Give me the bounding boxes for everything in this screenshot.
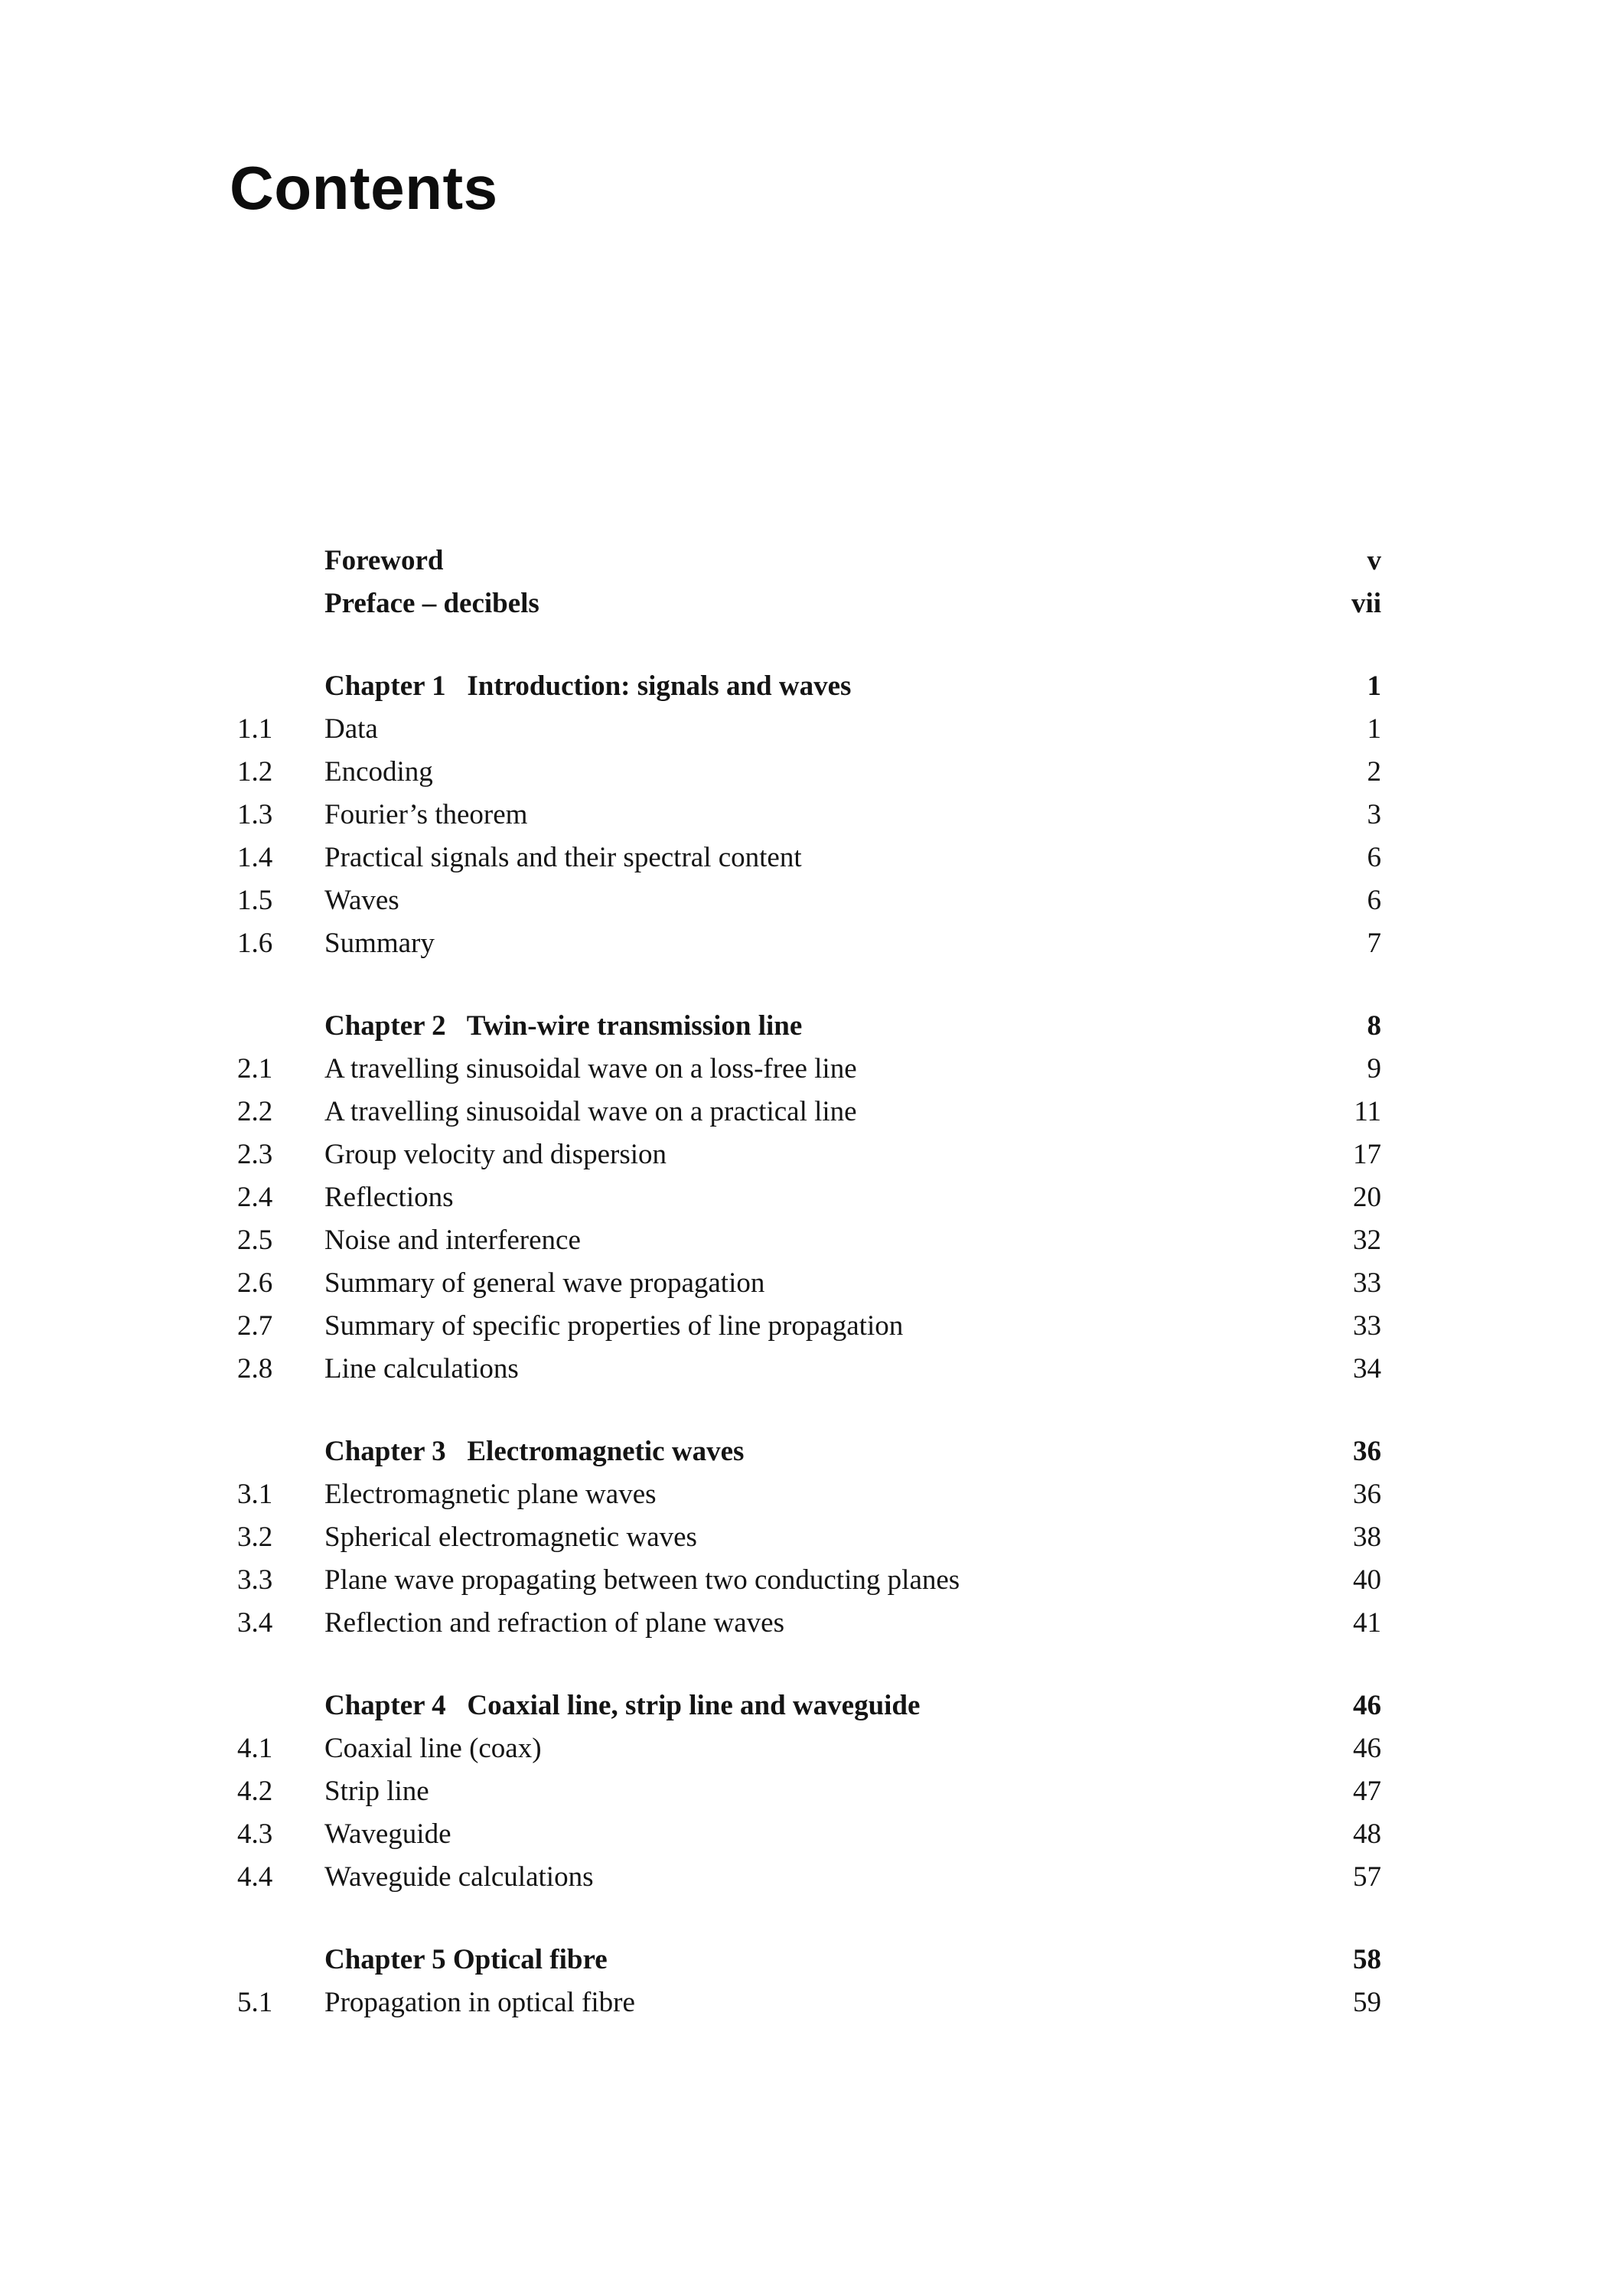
section-number: 2.3 xyxy=(237,1139,273,1170)
section-number: 4.4 xyxy=(237,1861,273,1893)
entry-title: Propagation in optical fibre xyxy=(324,1987,635,2018)
chapter-block xyxy=(237,1684,1381,1899)
page-number: 46 xyxy=(1353,1690,1381,1721)
section-row xyxy=(237,1516,1381,1559)
section-number: 4.1 xyxy=(237,1733,273,1764)
section-row xyxy=(237,1048,1381,1091)
section-number: 2.8 xyxy=(237,1353,273,1384)
chapter-heading-row xyxy=(237,1684,1381,1727)
chapter-list xyxy=(237,665,1381,2024)
entry-title: A travelling sinusoidal wave on a loss-free line xyxy=(324,1053,857,1084)
section-row xyxy=(237,879,1381,922)
front-matter xyxy=(237,540,1381,625)
section-row xyxy=(237,1176,1381,1219)
page-number: 34 xyxy=(1353,1353,1381,1384)
entry-title: Waveguide xyxy=(324,1818,451,1850)
page-number: 6 xyxy=(1367,885,1381,916)
page-number: 57 xyxy=(1353,1861,1381,1893)
section-row xyxy=(237,1813,1381,1856)
page-number: 1 xyxy=(1367,713,1381,745)
page-number: 20 xyxy=(1353,1182,1381,1213)
entry-title: Group velocity and dispersion xyxy=(324,1139,667,1170)
section-row xyxy=(237,751,1381,794)
page-number: 58 xyxy=(1353,1944,1381,1975)
page-number: 36 xyxy=(1353,1479,1381,1510)
section-number: 1.6 xyxy=(237,928,273,959)
entry-title: Chapter 3 Electromagnetic waves xyxy=(324,1436,745,1467)
entry-title: Waveguide calculations xyxy=(324,1861,594,1893)
chapter-block xyxy=(237,665,1381,965)
entry-title: Waves xyxy=(324,885,399,916)
page-number: 46 xyxy=(1353,1733,1381,1764)
section-number: 5.1 xyxy=(237,1987,273,2018)
page-number: 17 xyxy=(1353,1139,1381,1170)
section-row xyxy=(237,1133,1381,1176)
page-number: 41 xyxy=(1353,1607,1381,1639)
page-number: 1 xyxy=(1367,670,1381,702)
section-row xyxy=(237,1305,1381,1348)
section-number: 2.5 xyxy=(237,1225,273,1256)
section-row xyxy=(237,708,1381,751)
page-number: 33 xyxy=(1353,1267,1381,1299)
page-number: 7 xyxy=(1367,928,1381,959)
page-number: 6 xyxy=(1367,842,1381,873)
chapter-heading-row xyxy=(237,1430,1381,1473)
chapter-block xyxy=(237,1939,1381,2024)
entry-title: Chapter 1 Introduction: signals and waves xyxy=(324,670,852,702)
section-row xyxy=(237,1602,1381,1645)
chapter-block xyxy=(237,1005,1381,1391)
page-number: 47 xyxy=(1353,1776,1381,1807)
entry-title: Fourier’s theorem xyxy=(324,799,528,830)
chapter-heading-row xyxy=(237,665,1381,708)
page-number: v xyxy=(1367,545,1381,576)
entry-title: Electromagnetic plane waves xyxy=(324,1479,657,1510)
section-number: 3.2 xyxy=(237,1521,273,1553)
page-number: 3 xyxy=(1367,799,1381,830)
page-number: 59 xyxy=(1353,1987,1381,2018)
entry-title: Line calculations xyxy=(324,1353,519,1384)
section-number: 2.4 xyxy=(237,1182,273,1213)
section-number: 1.1 xyxy=(237,713,273,745)
entry-title: Coaxial line (coax) xyxy=(324,1733,542,1764)
entry-title: Noise and interference xyxy=(324,1225,581,1256)
entry-title: Foreword xyxy=(324,545,444,576)
section-row xyxy=(237,922,1381,965)
section-number: 1.5 xyxy=(237,885,273,916)
entry-title: Reflection and refraction of plane waves xyxy=(324,1607,784,1639)
section-row xyxy=(237,1473,1381,1516)
page-number: 2 xyxy=(1367,756,1381,788)
chapter-heading-row xyxy=(237,1005,1381,1048)
entry-title: Summary of general wave propagation xyxy=(324,1267,765,1299)
entry-title: Spherical electromagnetic waves xyxy=(324,1521,697,1553)
section-row xyxy=(237,1856,1381,1899)
section-row xyxy=(237,1559,1381,1602)
section-row xyxy=(237,1348,1381,1391)
entry-title: Summary of specific properties of line propagation xyxy=(324,1310,904,1342)
page-number: vii xyxy=(1351,588,1381,619)
section-number: 1.4 xyxy=(237,842,273,873)
section-number: 3.4 xyxy=(237,1607,273,1639)
entry-title: Strip line xyxy=(324,1776,429,1807)
entry-title: Chapter 2 Twin-wire transmission line xyxy=(324,1010,803,1042)
section-row xyxy=(237,1262,1381,1305)
section-number: 4.2 xyxy=(237,1776,273,1807)
entry-title: Summary xyxy=(324,928,435,959)
entry-title: Chapter 4 Coaxial line, strip line and waveguide xyxy=(324,1690,921,1721)
section-row xyxy=(237,837,1381,879)
page-number: 33 xyxy=(1353,1310,1381,1342)
front-matter-row xyxy=(237,582,1381,625)
section-row xyxy=(237,1219,1381,1262)
page-number: 38 xyxy=(1353,1521,1381,1553)
chapter-heading-row xyxy=(237,1939,1381,1981)
entry-title: Practical signals and their spectral content xyxy=(324,842,802,873)
section-number: 3.1 xyxy=(237,1479,273,1510)
entry-title: Plane wave propagating between two conducting planes xyxy=(324,1564,960,1596)
section-number: 4.3 xyxy=(237,1818,273,1850)
table-of-contents xyxy=(237,540,1381,2024)
section-number: 1.2 xyxy=(237,756,273,788)
chapter-block xyxy=(237,1430,1381,1645)
section-row xyxy=(237,1091,1381,1133)
page-number: 48 xyxy=(1353,1818,1381,1850)
front-matter-row xyxy=(237,540,1381,582)
page-number: 36 xyxy=(1353,1436,1381,1467)
page-number: 11 xyxy=(1354,1096,1381,1127)
entry-title: A travelling sinusoidal wave on a practical line xyxy=(324,1096,857,1127)
section-number: 3.3 xyxy=(237,1564,273,1596)
entry-title: Encoding xyxy=(324,756,433,788)
section-number: 1.3 xyxy=(237,799,273,830)
entry-title: Data xyxy=(324,713,378,745)
section-row xyxy=(237,1727,1381,1770)
section-number: 2.6 xyxy=(237,1267,273,1299)
entry-title: Preface – decibels xyxy=(324,588,539,619)
section-row xyxy=(237,794,1381,837)
entry-title: Chapter 5 Optical fibre xyxy=(324,1944,608,1975)
section-number: 2.7 xyxy=(237,1310,273,1342)
page-number: 8 xyxy=(1367,1010,1381,1042)
entry-title: Reflections xyxy=(324,1182,454,1213)
section-number: 2.1 xyxy=(237,1053,273,1084)
section-row xyxy=(237,1770,1381,1813)
page-number: 40 xyxy=(1353,1564,1381,1596)
section-number: 2.2 xyxy=(237,1096,273,1127)
page-number: 9 xyxy=(1367,1053,1381,1084)
page-number: 32 xyxy=(1353,1225,1381,1256)
page-title: Contents xyxy=(230,154,498,222)
section-row xyxy=(237,1981,1381,2024)
